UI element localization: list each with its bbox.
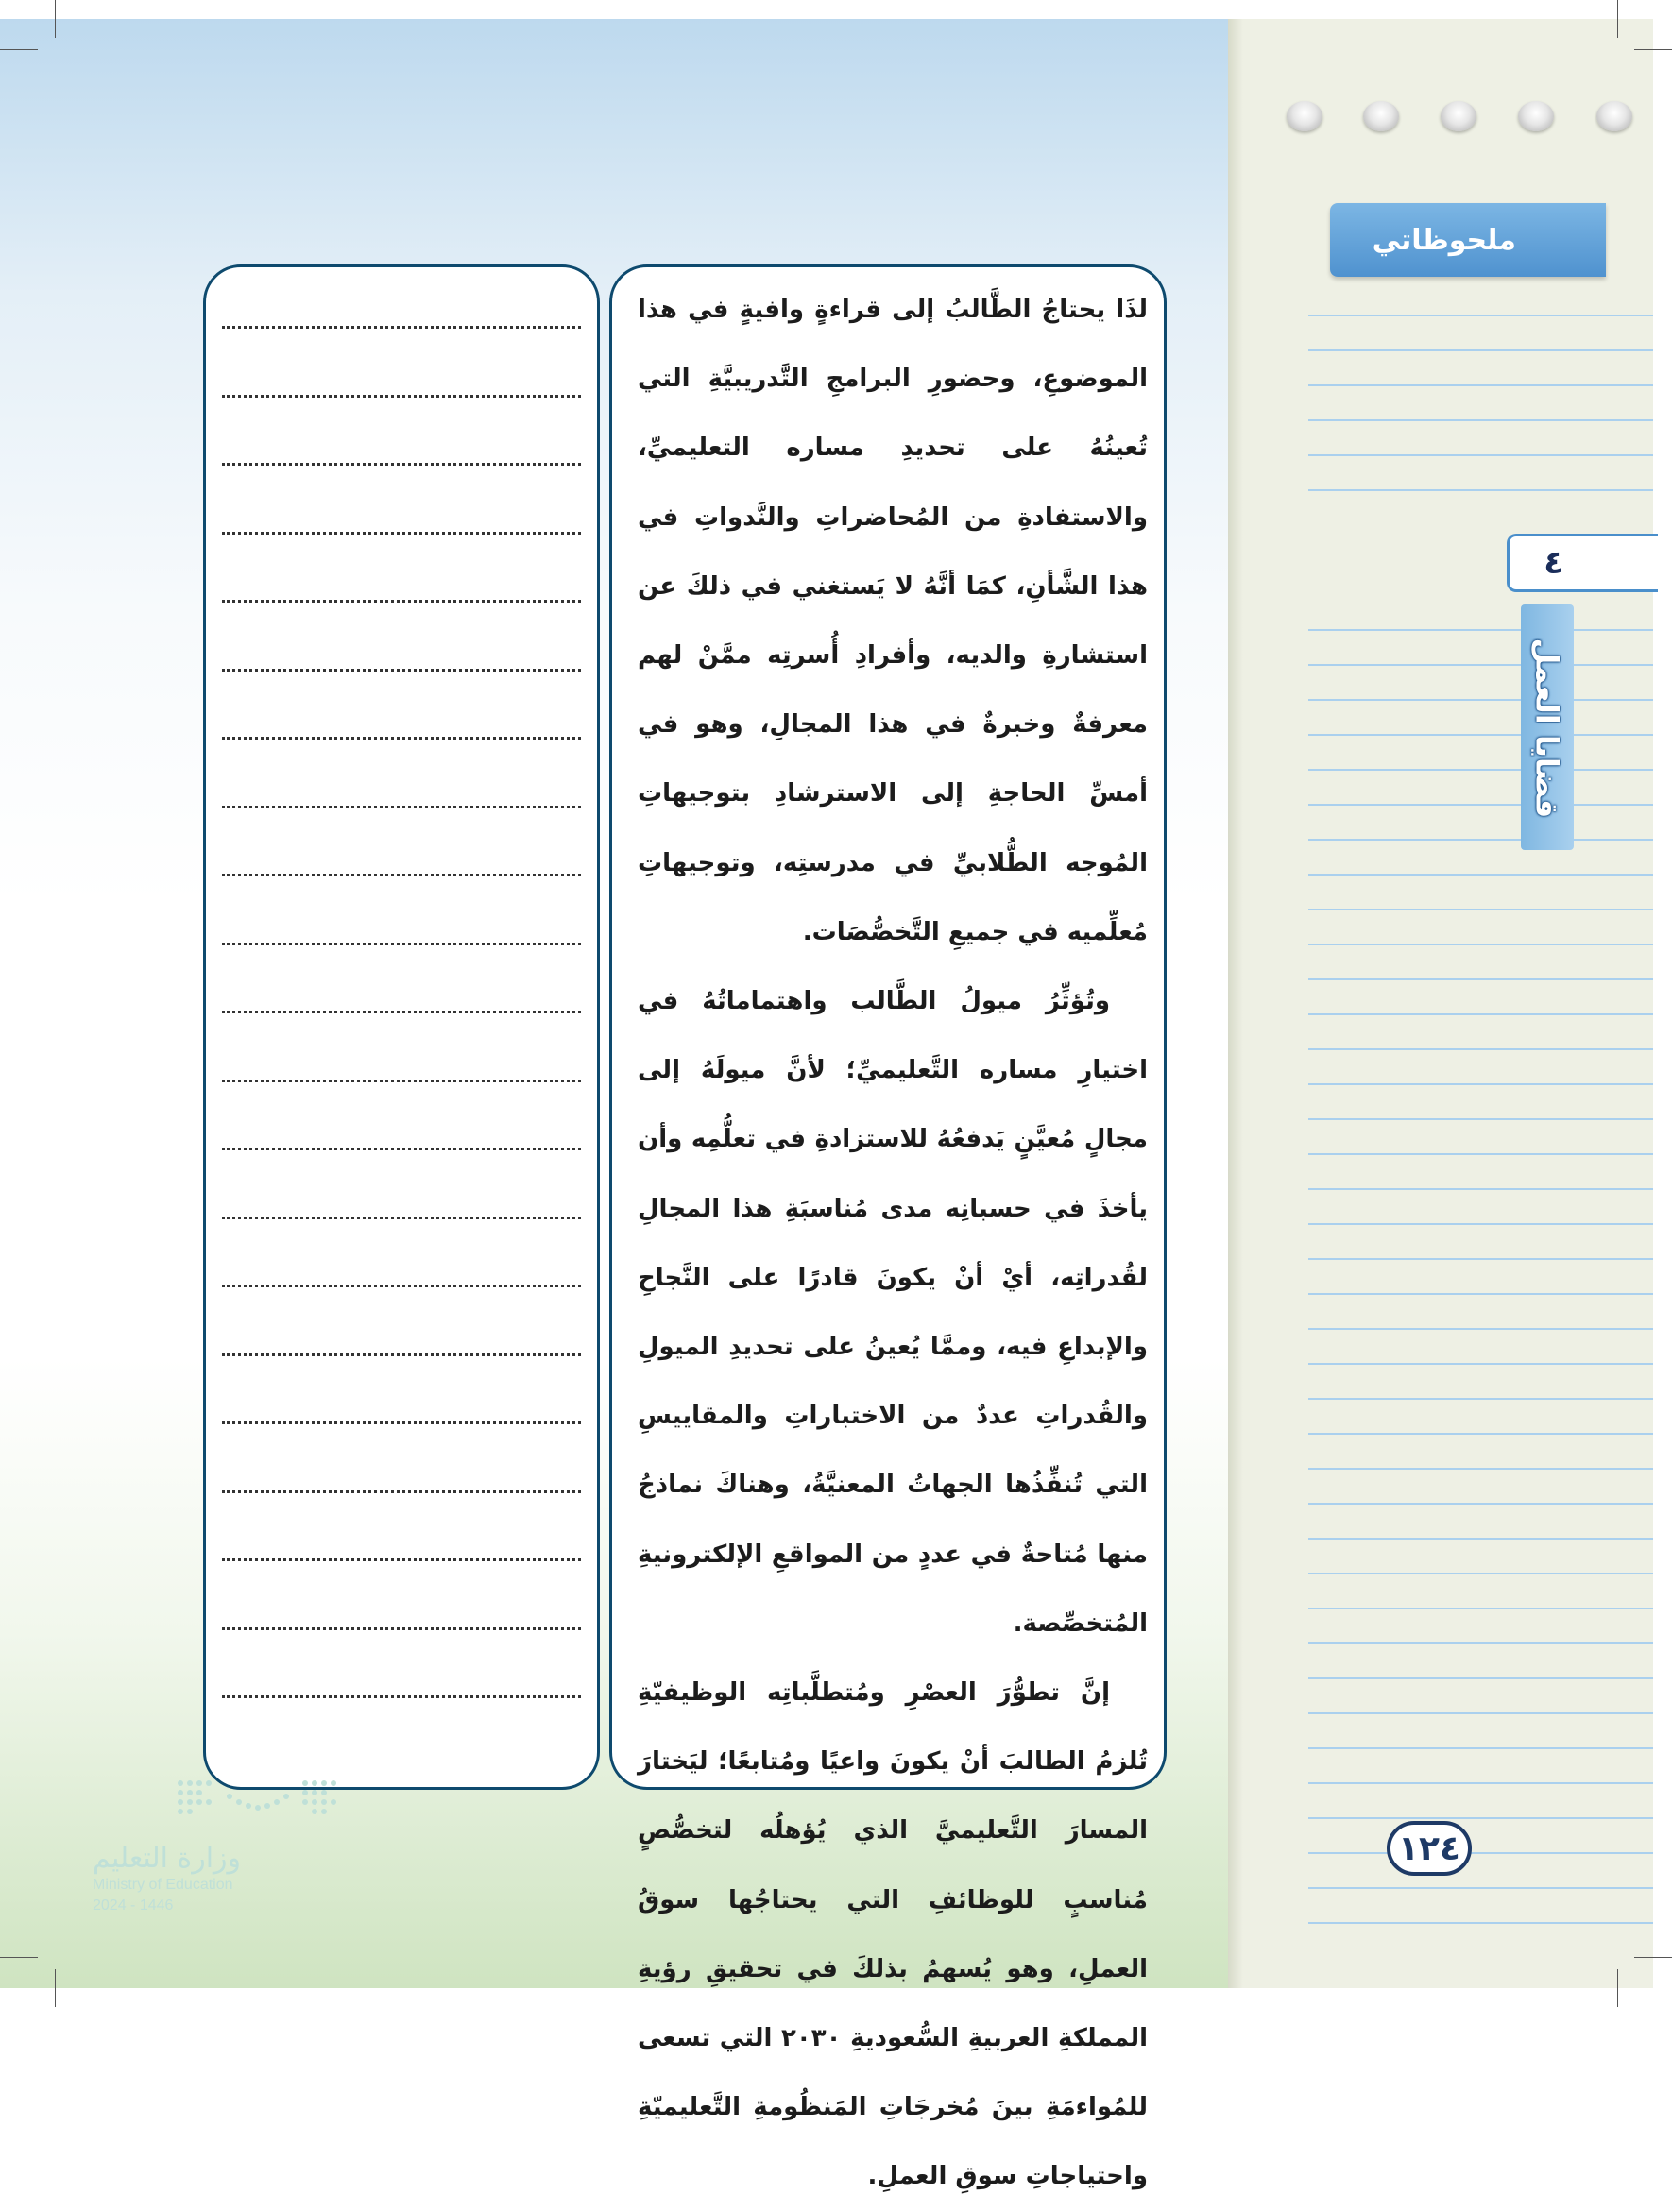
crop-mark bbox=[55, 1969, 56, 2007]
notes-tab bbox=[1330, 203, 1606, 277]
crop-mark bbox=[1634, 1957, 1672, 1958]
ruled-line bbox=[1308, 804, 1653, 806]
ruled-line bbox=[1308, 1153, 1653, 1155]
writing-line bbox=[222, 1011, 581, 1013]
ruled-line bbox=[1308, 454, 1653, 456]
writing-line bbox=[222, 1217, 581, 1219]
writing-line bbox=[222, 1421, 581, 1424]
ruled-line bbox=[1308, 1503, 1653, 1505]
ruled-line bbox=[1308, 1118, 1653, 1120]
ruled-line bbox=[1308, 699, 1653, 701]
writing-line bbox=[222, 1695, 581, 1698]
ministry-dots-logo-icon bbox=[173, 1776, 338, 1828]
ruled-line bbox=[1308, 1538, 1653, 1540]
crop-mark bbox=[1634, 49, 1672, 50]
ruled-line bbox=[1308, 1817, 1653, 1819]
ruled-line bbox=[1308, 349, 1653, 351]
ruled-line bbox=[1308, 1887, 1653, 1889]
ruled-line bbox=[1308, 1782, 1653, 1784]
writing-line bbox=[222, 874, 581, 876]
crop-mark bbox=[1617, 0, 1618, 38]
paragraph: وتُؤثِّرُ ميولُ الطَّالب واهتماماتُهُ في اختيارِ مساره التَّعليميِّ؛ لأنَّ ميولَهُ إلى مجالٍ مُعيَّنٍ يَدفعُهُ للاستزادةِ في تعلُّمِه وأن يأخذَ في حسبانِه مدى مُناسبَةِ هذا المجالِ لقُدراتِه، أيْ أنْ يكونَ قادرًا على النَّجاحِ والإبداعِ فيه، وممَّا يُعينُ على تحديدِ الميولِ والقُدراتِ عددٌ من الاختباراتِ والمقاييسِ التي تُنفِّذُها الجهاتُ المعنيَّةُ، وهناكَ نماذجُ منها مُتاحةٌ في عددٍ من المواقعِ الإلكترونيةِ المُتخصِّصة. bbox=[638, 987, 1148, 1638]
ruled-line bbox=[1308, 1677, 1653, 1679]
writing-line bbox=[222, 1285, 581, 1287]
ruled-line bbox=[1308, 664, 1653, 666]
page-number: ١٢٤ bbox=[1398, 1829, 1460, 1868]
ruled-line bbox=[1308, 384, 1653, 386]
binder-hole-icon bbox=[1596, 101, 1632, 131]
unit-number-box bbox=[1507, 534, 1658, 592]
ministry-name-english: Ministry of Education bbox=[93, 1877, 233, 1893]
ruled-line bbox=[1308, 1468, 1653, 1470]
writing-line bbox=[222, 1148, 581, 1150]
ruled-line bbox=[1308, 1433, 1653, 1435]
ruled-line bbox=[1308, 839, 1653, 841]
writing-line bbox=[222, 1353, 581, 1356]
crop-mark bbox=[0, 49, 38, 50]
ruled-line bbox=[1308, 1573, 1653, 1574]
ruled-line bbox=[1308, 734, 1653, 736]
writing-line bbox=[222, 943, 581, 945]
edition-year: 2024 - 1446 bbox=[93, 1897, 174, 1914]
ruled-line bbox=[1308, 874, 1653, 876]
ruled-line bbox=[1308, 1048, 1653, 1050]
writing-line bbox=[222, 463, 581, 466]
writing-line bbox=[222, 1080, 581, 1082]
ruled-line bbox=[1308, 1258, 1653, 1260]
ruled-line bbox=[1308, 629, 1653, 631]
main-text bbox=[638, 276, 1148, 2212]
ruled-line bbox=[1308, 978, 1653, 980]
writing-line bbox=[222, 1627, 581, 1630]
binder-hole-icon bbox=[1441, 101, 1476, 131]
ministry-logo-text bbox=[93, 1842, 348, 1914]
notebook-spine bbox=[1228, 19, 1243, 1988]
writing-line bbox=[222, 600, 581, 603]
writing-line bbox=[222, 326, 581, 329]
paragraph: إنَّ تطوُّرَ العصْرِ ومُتطلَّباتِه الوظيفيّةِ تُلزمُ الطالبَ أنْ يكونَ واعيًا ومُتابعًا؛ ليَختارَ المسارَ التَّعليميَّ الذي يُؤهلُه لتخصُّصٍ مُناسبٍ للوظائفِ التي يحتاجُها سوقُ العملِ، وهو يُسهمُ بذلكَ في تحقيقِ رؤيةِ المملكةِ العربيةِ السُّعوديةِ ٢٠٣٠ التي تسعى للمُواءمَةِ بينَ مُخرجَاتِ المَنظُومةِ التَّعليميّةِ واحتياجاتِ سوقِ العملِ. bbox=[638, 1678, 1149, 2191]
writing-line bbox=[222, 395, 581, 398]
binder-hole-icon bbox=[1287, 101, 1322, 131]
ruled-line bbox=[1308, 944, 1653, 945]
ministry-name-arabic: وزارة التعليم bbox=[93, 1842, 242, 1875]
paragraph: لذَا يحتاجُ الطَّالبُ إلى قراءةٍ وافيةٍ في هذا الموضوعِ، وحضورِ البرامجِ التَّدريبيَّةِ التي تُعينُهُ على تحديدِ مساره التعليميِّ، والاستفادةِ من المُحاضراتِ والنَّدواتِ في هذا الشَّأنِ، كمَا أنَّهُ لا يَستغني في ذلكَ عن استشارةِ والديه، وأفرادِ أُسرتِه ممَّنْ لهم معرفةٌ وخبرةٌ في هذا المجالِ، وهو في أمسِّ الحاجةِ إلى الاسترشادِ بتوجيهاتِ المُوجه الطُّلابيِّ في مدرستِه، وتوجيهاتِ مُعلِّميه في جميعِ التَّخصُّصَات. bbox=[638, 296, 1148, 946]
binder-hole-icon bbox=[1363, 101, 1399, 131]
ruled-line bbox=[1308, 769, 1653, 771]
ruled-line bbox=[1308, 1712, 1653, 1714]
ruled-line bbox=[1308, 1747, 1653, 1749]
writing-line bbox=[222, 806, 581, 808]
writing-line bbox=[222, 737, 581, 740]
ruled-line bbox=[1308, 315, 1653, 316]
ruled-line bbox=[1308, 1083, 1653, 1085]
unit-number: ٤ bbox=[1544, 544, 1563, 582]
ruled-line bbox=[1308, 1922, 1653, 1924]
writing-line bbox=[222, 669, 581, 672]
ruled-line bbox=[1308, 1293, 1653, 1295]
ruled-line bbox=[1308, 1013, 1653, 1015]
writing-line bbox=[222, 532, 581, 535]
crop-mark bbox=[1617, 1969, 1618, 2007]
crop-mark bbox=[55, 0, 56, 38]
ruled-line bbox=[1308, 1642, 1653, 1644]
writing-line bbox=[222, 1558, 581, 1561]
crop-mark bbox=[0, 1957, 38, 1958]
ruled-line bbox=[1308, 1608, 1653, 1609]
unit-title: قضايا العمل bbox=[1528, 638, 1565, 819]
ruled-line bbox=[1308, 419, 1653, 421]
ruled-line bbox=[1308, 1852, 1653, 1854]
ruled-line bbox=[1308, 1398, 1653, 1400]
ruled-line bbox=[1308, 1363, 1653, 1365]
writing-line bbox=[222, 1490, 581, 1493]
notes-tab-label: ملحوظاتي bbox=[1372, 223, 1516, 257]
ruled-line bbox=[1308, 1223, 1653, 1225]
page-number-badge bbox=[1387, 1821, 1472, 1876]
ruled-line bbox=[1308, 909, 1653, 910]
binder-hole-icon bbox=[1518, 101, 1554, 131]
ruled-line bbox=[1308, 1328, 1653, 1330]
ruled-line bbox=[1308, 489, 1653, 491]
ruled-line bbox=[1308, 1188, 1653, 1190]
